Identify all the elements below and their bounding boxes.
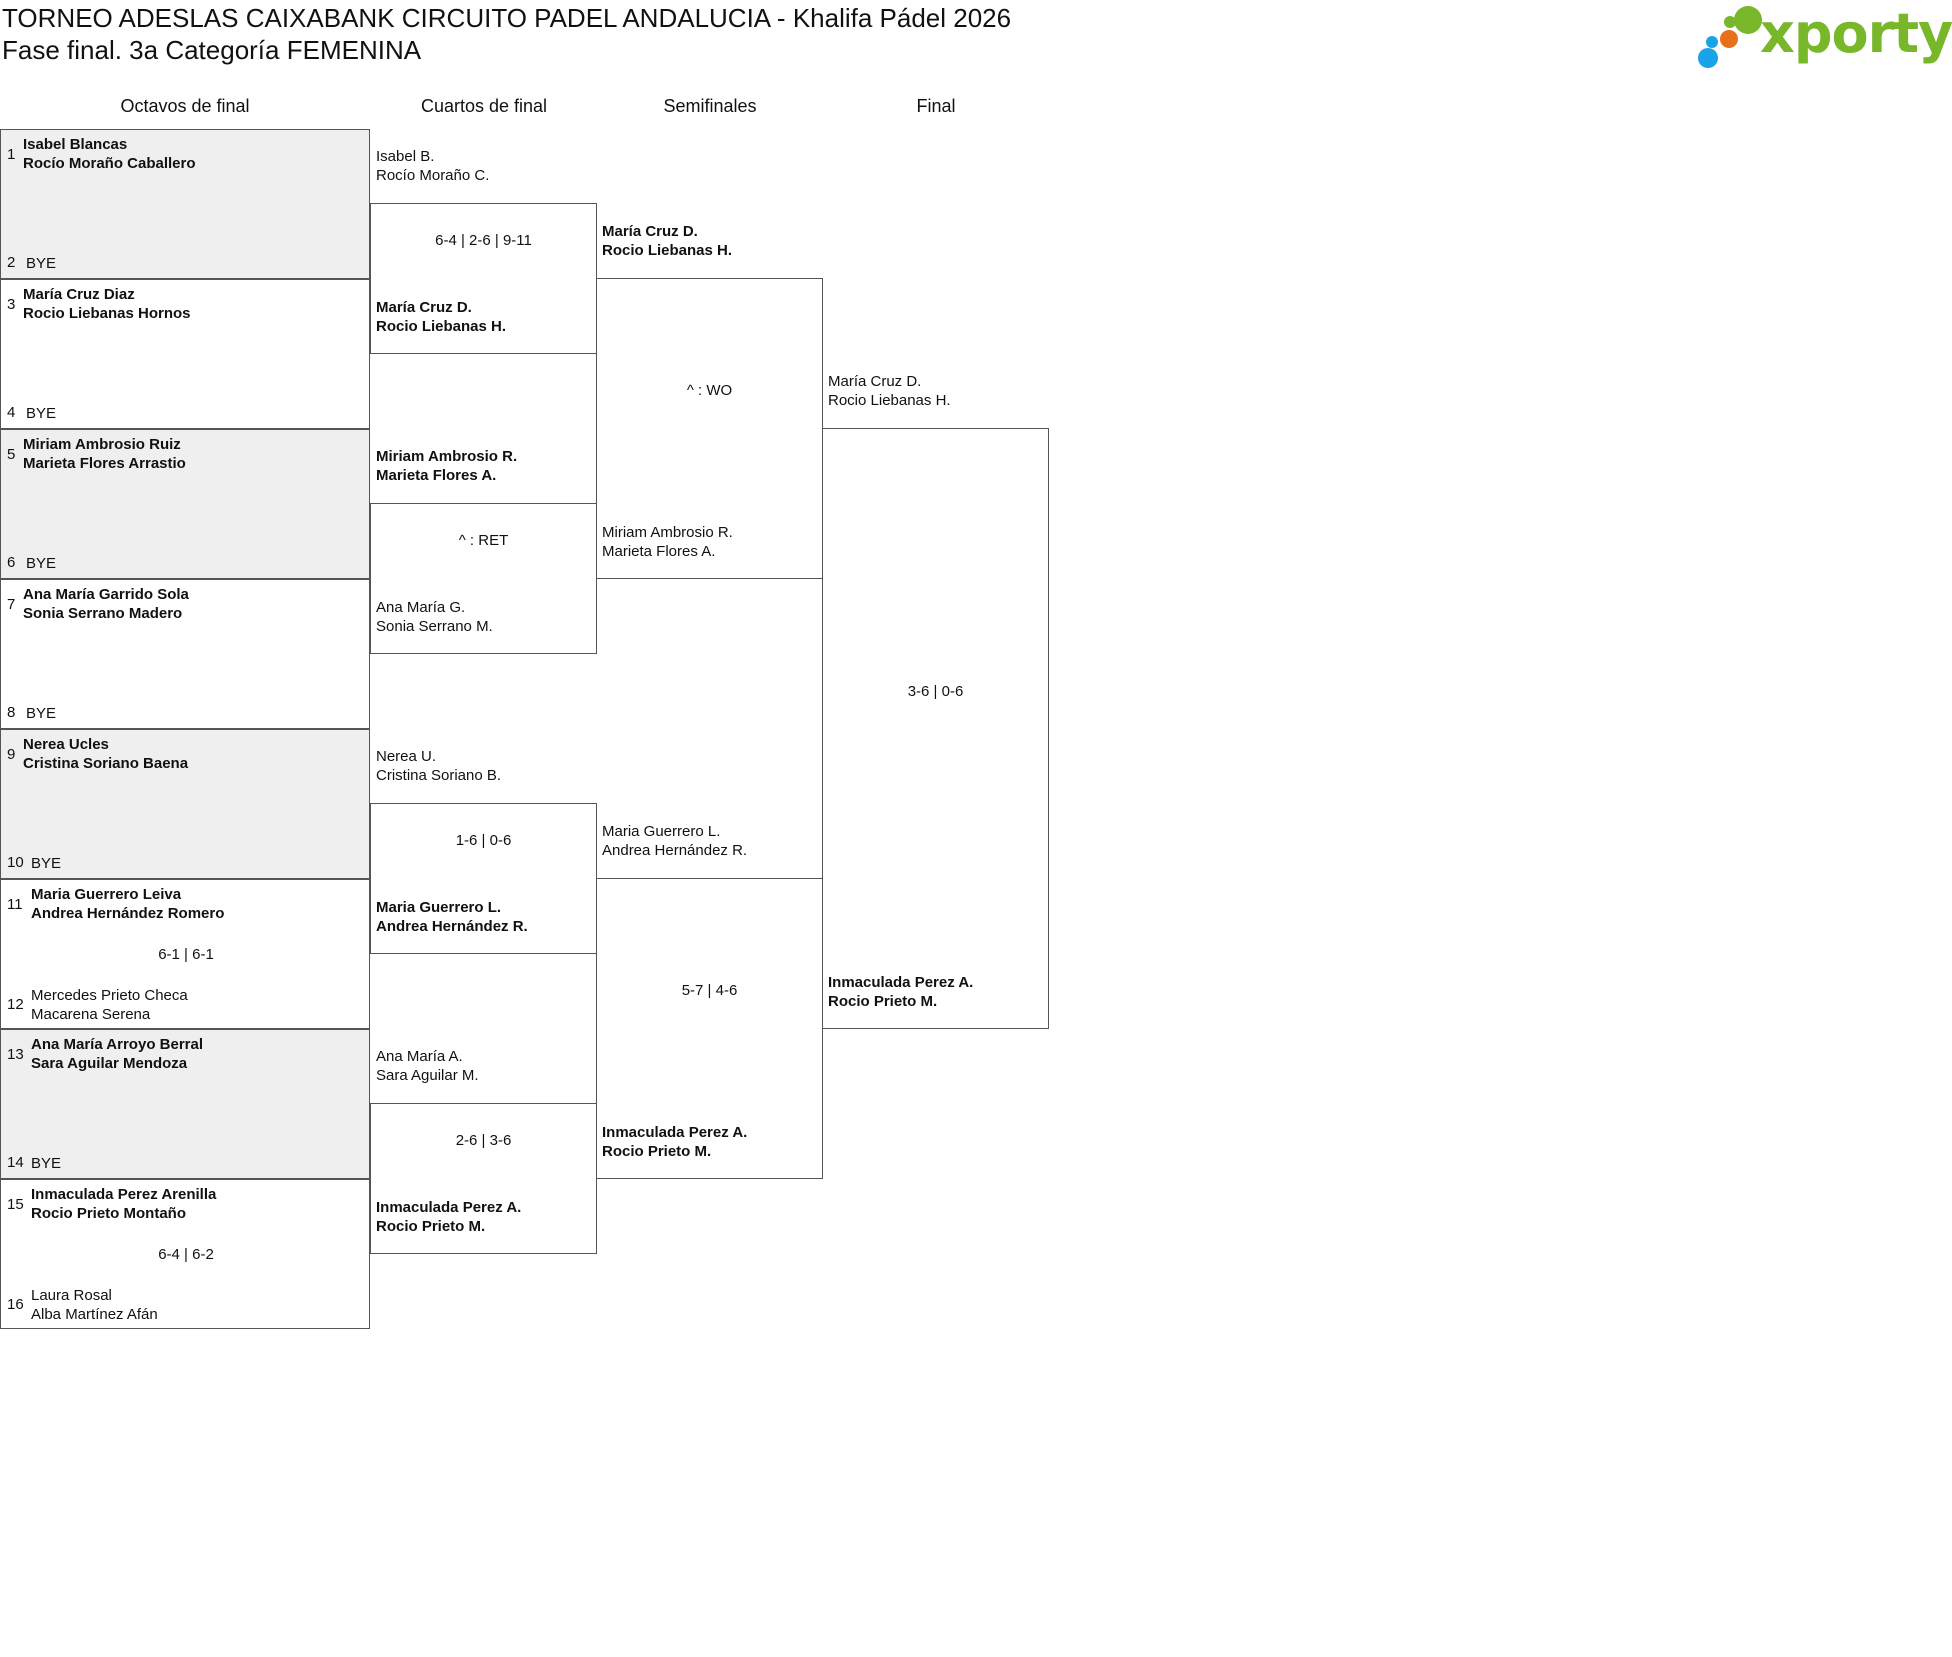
logo-dot-orange — [1720, 30, 1738, 48]
xporty-logo — [1696, 2, 1952, 70]
player-name: Rocío Moraño C. — [376, 167, 490, 184]
r16-match — [0, 579, 370, 729]
round-header-qf: Cuartos de final — [420, 96, 548, 116]
round-header-r16: Octavos de final — [120, 96, 250, 116]
player-name: Inmaculada Perez Arenilla — [31, 1186, 217, 1203]
player-name: Ana María A. — [376, 1048, 463, 1065]
seed-number: 8 — [7, 704, 16, 721]
round-header-final: Final — [916, 96, 956, 116]
match-score: 2-6 | 3-6 — [455, 1132, 512, 1149]
player-name: Rocio Liebanas H. — [828, 392, 951, 409]
seed-number: 3 — [7, 296, 16, 313]
player-name: Rocio Prieto M. — [376, 1218, 486, 1235]
player-name: Nerea U. — [376, 748, 437, 765]
logo-text: xporty — [1760, 2, 1952, 65]
player-name: Isabel B. — [376, 148, 435, 165]
player-name: Nerea Ucles — [23, 736, 109, 753]
player-name: María Cruz D. — [602, 223, 698, 240]
player-name: Andrea Hernández R. — [376, 918, 528, 935]
bye-label: BYE — [26, 405, 57, 422]
r16-match — [0, 729, 370, 879]
match-score: 6-4 | 6-2 — [158, 1246, 214, 1263]
r16-match — [0, 1029, 370, 1179]
match-score: 1-6 | 0-6 — [455, 832, 512, 849]
player-name: María Cruz D. — [376, 299, 472, 316]
player-name: Rocio Prieto M. — [828, 993, 938, 1010]
match-score: 5-7 | 4-6 — [681, 982, 738, 999]
r16-match — [0, 1179, 370, 1329]
player-name: Isabel Blancas — [23, 136, 128, 153]
player-name: Sara Aguilar M. — [376, 1067, 479, 1084]
player-name: Laura Rosal — [31, 1287, 112, 1304]
seed-number: 7 — [7, 596, 16, 613]
player-name: Inmaculada Perez A. — [828, 974, 974, 991]
player-name: Sara Aguilar Mendoza — [31, 1055, 188, 1072]
logo-dot-blue-large — [1698, 48, 1718, 68]
r16-match — [0, 279, 370, 429]
seed-number: 6 — [7, 554, 16, 571]
seed-number: 12 — [7, 996, 24, 1013]
player-name: Ana María G. — [376, 599, 466, 616]
seed-number: 15 — [7, 1196, 24, 1213]
player-name: Andrea Hernández R. — [602, 842, 748, 859]
player-name: Marieta Flores A. — [376, 467, 497, 484]
player-name: Rocío Moraño Caballero — [23, 155, 196, 172]
seed-number: 5 — [7, 446, 16, 463]
bye-label: BYE — [31, 1155, 62, 1172]
seed-number: 1 — [7, 146, 16, 163]
match-score: ^ : RET — [458, 532, 509, 549]
player-name: Rocio Prieto Montaño — [31, 1205, 186, 1222]
player-name: Marieta Flores Arrastio — [23, 455, 186, 472]
seed-number: 16 — [7, 1296, 24, 1313]
seed-number: 9 — [7, 746, 16, 763]
match-score: ^ : WO — [686, 382, 733, 399]
seed-number: 10 — [7, 854, 24, 871]
seed-number: 4 — [7, 404, 16, 421]
player-name: Maria Guerrero Leiva — [31, 886, 182, 903]
seed-number: 11 — [7, 896, 23, 913]
player-name: Sonia Serrano Madero — [23, 605, 183, 622]
r16-match — [0, 879, 370, 1029]
match-score: 3-6 | 0-6 — [907, 683, 964, 700]
player-name: Macarena Serena — [31, 1006, 151, 1023]
player-name: Cristina Soriano B. — [376, 767, 502, 784]
page-subtitle: Fase final. 3a Categoría FEMENINA — [2, 35, 422, 65]
player-name: Rocio Prieto M. — [602, 1143, 712, 1160]
player-name: Ana María Arroyo Berral — [31, 1036, 204, 1053]
player-name: Rocio Liebanas H. — [376, 318, 507, 335]
round-header-sf: Semifinales — [663, 96, 757, 116]
bye-label: BYE — [26, 255, 57, 272]
seed-number: 2 — [7, 254, 16, 271]
player-name: Maria Guerrero L. — [376, 899, 502, 916]
player-name: María Cruz Diaz — [23, 286, 135, 303]
player-name: Alba Martínez Afán — [31, 1306, 158, 1323]
player-name: Inmaculada Perez A. — [376, 1199, 522, 1216]
player-name: Maria Guerrero L. — [602, 823, 721, 840]
player-name: Cristina Soriano Baena — [23, 755, 189, 772]
match-score: 6-1 | 6-1 — [158, 946, 214, 963]
bracket-connector — [822, 428, 1049, 1029]
player-name: Ana María Garrido Sola — [23, 586, 189, 603]
seed-number: 14 — [7, 1154, 24, 1171]
match-score: 6-4 | 2-6 | 9-11 — [435, 232, 532, 249]
player-name: Inmaculada Perez A. — [602, 1124, 748, 1141]
logo-dot-green-large — [1734, 6, 1762, 34]
bye-label: BYE — [26, 705, 57, 722]
logo-dot-blue-small — [1706, 36, 1718, 48]
player-name: Rocio Liebanas Hornos — [23, 305, 191, 322]
player-name: Miriam Ambrosio R. — [602, 524, 733, 541]
seed-number: 13 — [7, 1046, 24, 1063]
bye-label: BYE — [31, 855, 62, 872]
player-name: Miriam Ambrosio Ruiz — [23, 436, 181, 453]
player-name: María Cruz D. — [828, 373, 922, 390]
player-name: Rocio Liebanas H. — [602, 242, 733, 259]
player-name: Andrea Hernández Romero — [31, 905, 225, 922]
r16-match — [0, 429, 370, 579]
page-title: TORNEO ADESLAS CAIXABANK CIRCUITO PADEL ANDALUCIA - Khalifa Pádel 2026 — [2, 3, 1012, 33]
r16-match — [0, 129, 370, 279]
player-name: Sonia Serrano M. — [376, 618, 493, 635]
player-name: Marieta Flores A. — [602, 543, 716, 560]
bye-label: BYE — [26, 555, 57, 572]
player-name: Mercedes Prieto Checa — [31, 987, 188, 1004]
player-name: Miriam Ambrosio R. — [376, 448, 518, 465]
